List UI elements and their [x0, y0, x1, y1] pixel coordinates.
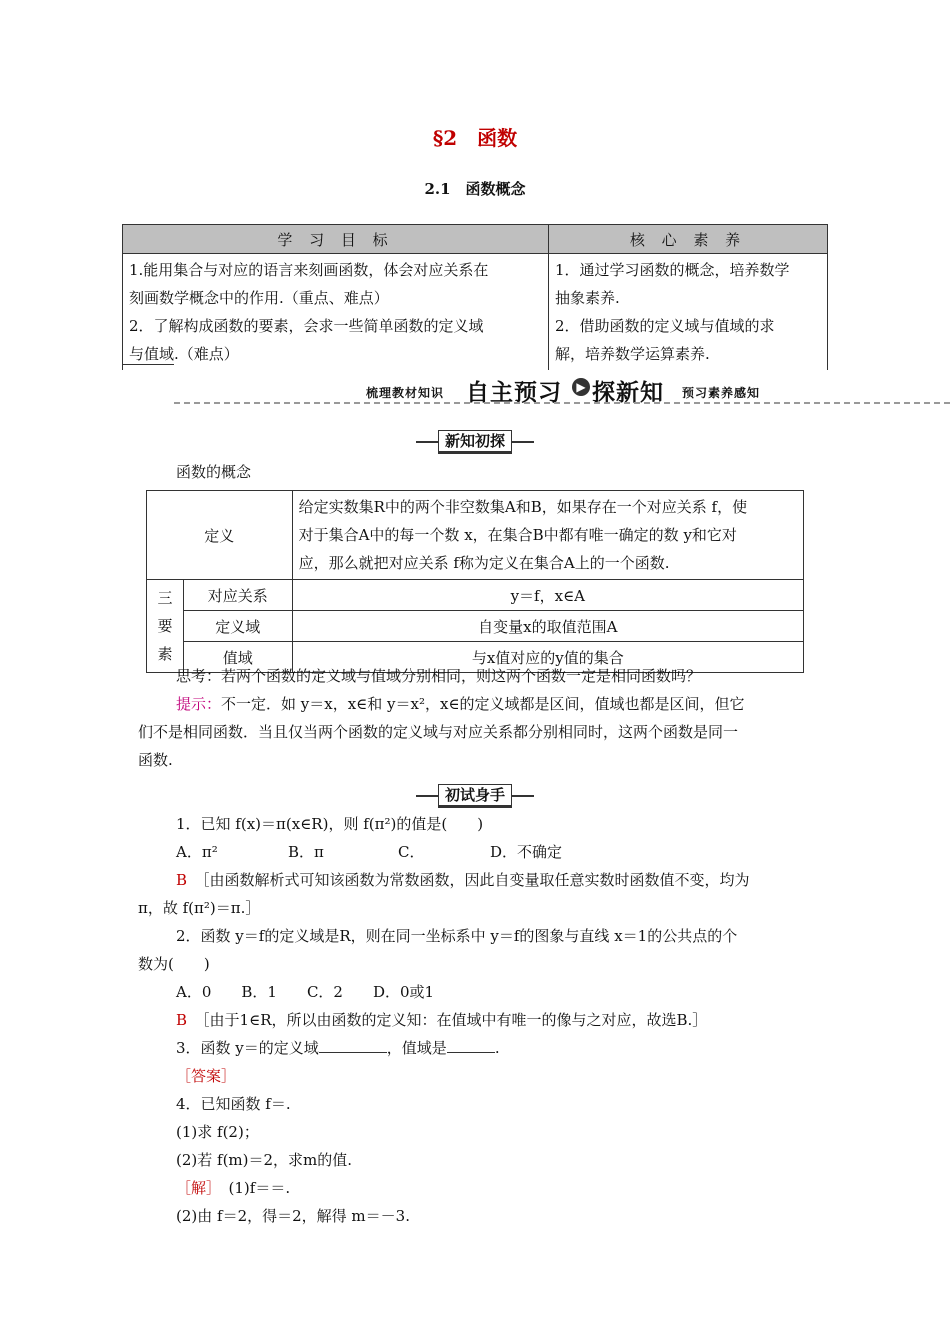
question-2-options: A．0 B．1 C．2 D．0或1 — [176, 983, 435, 1001]
hint-line: 函数. — [138, 751, 173, 769]
explain-line: ［由于1∈R，所以由函数的定义知：在值域中有唯一的像与之对应，故选B.］ — [202, 1011, 708, 1029]
row-label: 对应关系 — [184, 580, 293, 611]
three-label-char: 要 — [157, 617, 173, 635]
hint-block — [138, 690, 818, 774]
goals-left-line: 与值域.（难点） — [129, 345, 239, 363]
question-text: 3．函数 y＝的定义域 — [176, 1039, 319, 1057]
solution-2: (2)由 f＝2，得＝2，解得 m＝－3. — [176, 1207, 410, 1225]
answer-1 — [138, 866, 818, 922]
explain-line: π，故 f(π²)＝π.］ — [138, 899, 261, 917]
solution-label: ［解］ — [176, 1179, 214, 1197]
question-text: ，值域是 — [386, 1039, 447, 1057]
think-question: 思考：若两个函数的定义域与值域分别相同，则这两个函数一定是相同函数吗？ — [176, 667, 702, 685]
concept-table — [146, 490, 804, 673]
section-subtitle: 2.1 函数概念 — [424, 180, 526, 198]
option: D．不确定 — [490, 843, 563, 861]
question-4-part2: (2)若 f(m)＝2，求m的值. — [176, 1151, 353, 1169]
question-3 — [176, 1034, 500, 1062]
option: C． — [398, 843, 425, 861]
definition-cell — [292, 491, 803, 580]
goals-left-line: 2．了解构成函数的要素，会求一些简单函数的定义域 — [129, 317, 484, 335]
page-title: §2 函数 — [432, 126, 518, 150]
solution-line: (1)f＝＝. — [228, 1179, 291, 1197]
banner-divider — [174, 402, 950, 404]
row-label: 定义域 — [184, 611, 293, 642]
question-2 — [138, 922, 818, 978]
definition-line: 给定实数集R中的两个非空数集A和B，如果存在一个对应关系 f，使 — [298, 498, 748, 516]
goals-right-line: 1．通过学习函数的概念，培养数学 — [555, 261, 790, 279]
question-1-options — [176, 838, 776, 866]
section-heading-new — [0, 430, 950, 451]
answer-2 — [176, 1006, 707, 1034]
goals-left-line: 刻画数学概念中的作用.（重点、难点） — [129, 289, 389, 307]
hint-line: 不一定．如 y＝x，x∈和 y＝x²，x∈的定义域都是区间，值域也都是区间，但它 — [221, 695, 745, 713]
answer-blank — [447, 1052, 495, 1053]
goals-table — [122, 224, 828, 370]
goals-right-cell — [549, 254, 828, 371]
hint-line: 们不是相同函数．当且仅当两个函数的定义域与对应关系都分别相同时，这两个函数是同一 — [138, 723, 739, 741]
goals-header-left: 学 习 目 标 — [123, 225, 549, 254]
banner-right-caption: 预习素养感知 — [682, 386, 761, 400]
three-label-char: 三 — [157, 589, 173, 607]
goals-left-line: 1.能用集合与对应的语言来刻画函数，体会对应关系在 — [129, 261, 489, 279]
definition-label: 定义 — [147, 491, 293, 580]
answer-letter: B — [176, 1011, 188, 1029]
banner-left-caption: 梳理教材知识 — [366, 386, 445, 400]
section-heading-label: 初试身手 — [438, 784, 512, 808]
question-4: 4．已知函数 f＝. — [176, 1095, 291, 1113]
option: A．π² — [176, 843, 218, 861]
question-1: 1．已知 f(x)＝π(x∈R)，则 f(π²)的值是( ) — [176, 815, 484, 833]
question-text: . — [494, 1039, 500, 1057]
section-heading-label: 新知初探 — [438, 430, 512, 454]
row-value: y＝f，x∈A — [292, 580, 803, 611]
three-elements-label — [147, 580, 184, 673]
answer-blank — [319, 1052, 387, 1053]
section-heading-try — [0, 784, 950, 805]
question-line: 2．函数 y＝f的定义域是R，则在同一坐标系中 y＝f的图象与直线 x＝1的公共点的个 — [176, 927, 738, 945]
goals-left-cell — [123, 254, 549, 371]
definition-line: 应，那么就把对应关系 f称为定义在集合A上的一个函数. — [298, 554, 670, 572]
goals-header-right: 核 心 素 养 — [549, 225, 828, 254]
explain-line: ［由函数解析式可知该函数为常数函数，因此自变量取任意实数时函数值不变，均为 — [202, 871, 750, 889]
answer-label: ［答案］ — [176, 1067, 237, 1085]
question-4-part1: (1)求 f(2)； — [176, 1123, 259, 1141]
table-bottom-rule — [122, 364, 174, 365]
row-label: 值域 — [184, 642, 293, 673]
definition-line: 对于集合A中的每一个数 x，在集合B中都有唯一确定的数 y和它对 — [298, 526, 737, 544]
banner-title-right: 探新知 — [592, 379, 664, 406]
three-label-char: 素 — [157, 645, 173, 663]
question-line: 数为( ) — [138, 955, 210, 973]
hint-label: 提示： — [176, 695, 222, 713]
answer-letter: B — [176, 871, 188, 889]
preview-banner — [174, 372, 950, 410]
option: B．π — [288, 843, 324, 861]
goals-right-line: 2．借助函数的定义域与值域的求 — [555, 317, 775, 335]
goals-right-line: 抽象素养. — [555, 289, 620, 307]
banner-title-left: 自主预习 — [466, 379, 562, 406]
arrow-icon: ▶ — [572, 378, 590, 396]
goals-right-line: 解，培养数学运算素养. — [555, 345, 710, 363]
concept-heading: 函数的概念 — [176, 463, 252, 481]
solution-1 — [176, 1174, 290, 1202]
row-value: 与x值对应的y值的集合 — [292, 642, 803, 673]
row-value: 自变量x的取值范围A — [292, 611, 803, 642]
